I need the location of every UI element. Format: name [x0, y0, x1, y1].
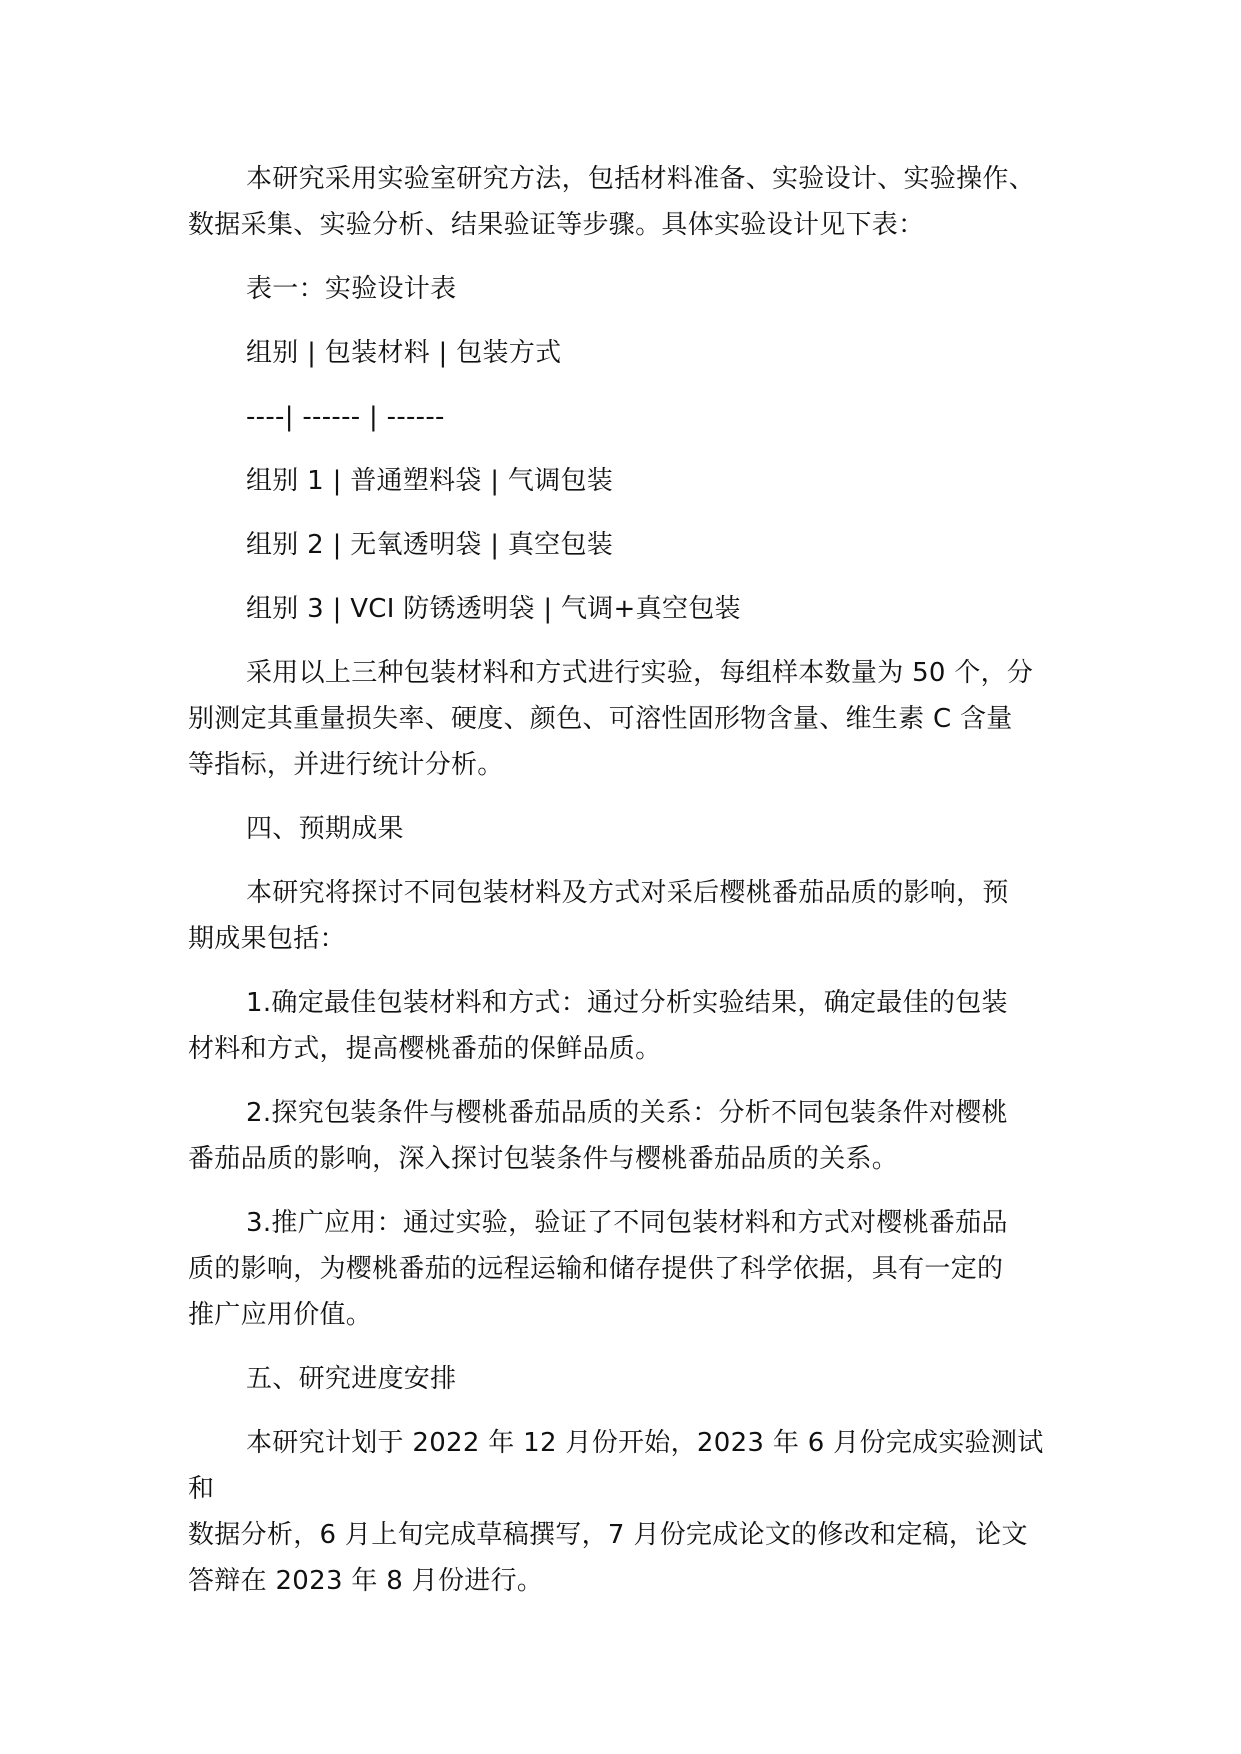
list-item-3 — [188, 1200, 1068, 1338]
text-line: 组别 2 | 无氧透明袋 | 真空包装 — [246, 530, 614, 560]
section-heading-expected-results — [188, 806, 1068, 852]
text-line: 本研究计划于 2022 年 12 月份开始，2023 年 6 月份完成实验测试和 — [188, 1428, 1044, 1504]
table-header-row — [188, 330, 1068, 376]
text-line: 2.探究包装条件与樱桃番茄品质的关系：分析不同包装条件对樱桃 — [246, 1098, 1008, 1128]
text-line: 番茄品质的影响，深入探讨包装条件与樱桃番茄品质的关系。 — [188, 1144, 899, 1174]
table-caption — [188, 266, 1068, 312]
table-row-group-2 — [188, 522, 1068, 568]
text-line: 组别 1 | 普通塑料袋 | 气调包装 — [246, 466, 614, 496]
text-line: 1.确定最佳包装材料和方式：通过分析实验结果，确定最佳的包装 — [246, 988, 1008, 1018]
list-item-1 — [188, 980, 1068, 1072]
text-line: 材料和方式，提高樱桃番茄的保鲜品质。 — [188, 1034, 662, 1064]
text-line: 数据采集、实验分析、结果验证等步骤。具体实验设计见下表： — [188, 210, 925, 240]
paragraph-expected-intro — [188, 870, 1068, 962]
text-line: 组别 3 | VCI 防锈透明袋 | 气调+真空包装 — [246, 594, 741, 624]
text-line: 答辩在 2023 年 8 月份进行。 — [188, 1566, 544, 1596]
text-line: 别测定其重量损失率、硬度、颜色、可溶性固形物含量、维生素 C 含量 — [188, 704, 1013, 734]
text-line: ----| ------ | ------ — [246, 402, 445, 432]
list-item-2 — [188, 1090, 1068, 1182]
document-page — [188, 156, 1068, 1604]
text-line: 等指标，并进行统计分析。 — [188, 750, 504, 780]
text-line: 本研究采用实验室研究方法，包括材料准备、实验设计、实验操作、 — [246, 164, 1036, 194]
table-row-group-3 — [188, 586, 1068, 632]
text-line: 本研究将探讨不同包装材料及方式对采后樱桃番茄品质的影响，预 — [246, 878, 1009, 908]
text-line: 表一：实验设计表 — [246, 274, 457, 304]
text-line: 质的影响，为樱桃番茄的远程运输和储存提供了科学依据，具有一定的 — [188, 1254, 1004, 1284]
paragraph-schedule — [188, 1420, 1068, 1604]
text-line: 采用以上三种包装材料和方式进行实验，每组样本数量为 50 个，分 — [246, 658, 1034, 688]
text-line: 五、研究进度安排 — [246, 1364, 457, 1394]
text-line: 四、预期成果 — [246, 814, 404, 844]
text-line: 3.推广应用：通过实验，验证了不同包装材料和方式对樱桃番茄品 — [246, 1208, 1008, 1238]
table-row-group-1 — [188, 458, 1068, 504]
text-line: 组别 | 包装材料 | 包装方式 — [246, 338, 562, 368]
text-line: 数据分析，6 月上旬完成草稿撰写，7 月份完成论文的修改和定稿，论文 — [188, 1520, 1028, 1550]
table-separator-row — [188, 394, 1068, 440]
text-line: 期成果包括： — [188, 924, 346, 954]
paragraph-method-intro — [188, 156, 1068, 248]
text-line: 推广应用价值。 — [188, 1300, 373, 1330]
section-heading-schedule — [188, 1356, 1068, 1402]
paragraph-experiment-details — [188, 650, 1068, 788]
